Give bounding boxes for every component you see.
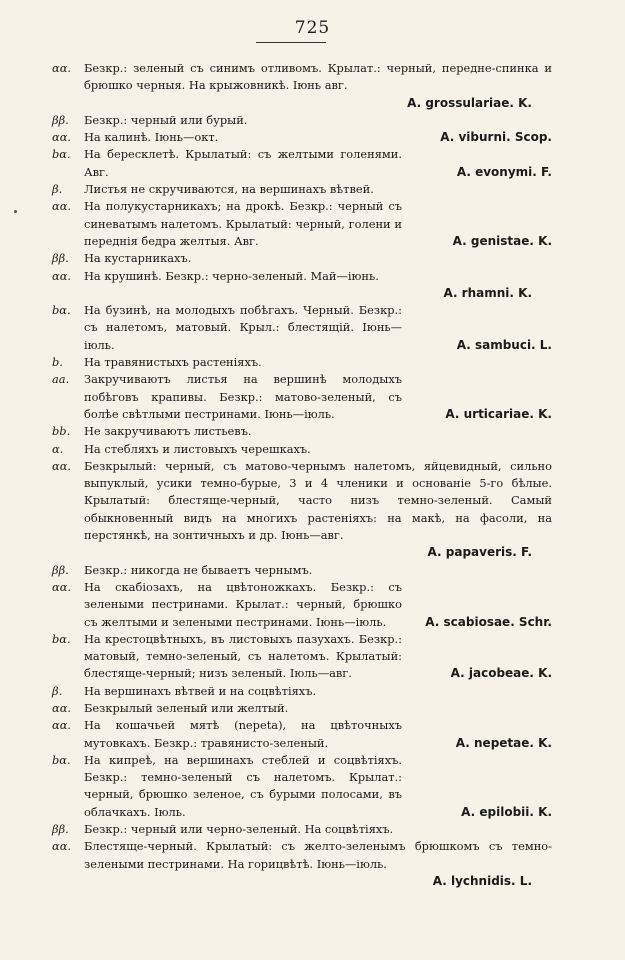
key-entry <box>52 198 552 250</box>
page-number: 725 <box>294 18 331 38</box>
entry-marker: ββ. <box>52 562 69 577</box>
entry-text: На кустарникахъ. <box>84 251 192 266</box>
entry-text: Закручиваютъ листья на вершинѣ молодыхъ побѣговъ крапивы. Безкр.: матово-зеленый, съ болѣе свѣтлыми пестринами. Іюнь—іюль. <box>84 372 402 421</box>
entry-text: Безкр.: черный или бурый. <box>84 112 248 127</box>
entry-text: На крушинѣ. Безкр.: черно-зеленый. Май—іюнь. <box>84 268 379 283</box>
entry-text: На бересклетѣ. Крылатый: съ желтыми голенями. Авг. <box>84 147 402 179</box>
species-name: A. epilobii. K. <box>461 804 552 819</box>
key-entry <box>52 371 552 423</box>
entry-marker: bα. <box>52 147 71 162</box>
key-entry <box>52 423 552 440</box>
entry-text: Блестяще-черный. Крылатый: съ желто-зеленымъ брюшкомъ съ темно-зелеными пестринами. На горицвѣтѣ. Іюнь—іюль. <box>84 839 552 871</box>
entry-text: Безкр.: никогда не бываетъ чернымъ. <box>84 562 313 577</box>
key-entry <box>52 700 552 717</box>
species-name: A. grossulariae. K. <box>407 95 532 110</box>
entry-text: Безкрылый зеленый или желтый. <box>84 700 289 715</box>
entry-text: На кошачьей мятѣ (nepeta), на цвѣточныхъ мутовкахъ. Безкр.: травянисто-зеленый. <box>84 718 402 750</box>
species-name: A. jacobeae. K. <box>450 666 552 681</box>
entry-marker: αα. <box>52 579 72 594</box>
entry-text: На калинѣ. Іюнь—окт. <box>84 130 219 145</box>
species-name: A. lychnidis. L. <box>432 873 532 888</box>
species-name: A. evonymi. F. <box>456 164 552 179</box>
species-name: A. urticariae. K. <box>445 406 552 421</box>
margin-mark <box>14 210 17 213</box>
entry-text: Листья не скручиваются, на вершинахъ вѣтвей. <box>84 182 374 197</box>
identification-key <box>52 60 552 890</box>
key-entry <box>52 112 552 129</box>
entry-marker: bα. <box>52 303 71 318</box>
species-name: A. papaveris. F. <box>427 545 532 560</box>
entry-marker: αα. <box>52 61 72 75</box>
key-entry <box>52 354 552 371</box>
key-entry <box>52 717 552 752</box>
entry-marker: αα. <box>52 718 72 733</box>
header-rule <box>256 42 326 43</box>
species-name: A. viburni. Scop. <box>440 130 552 145</box>
entry-text: Безкрылый: черный, съ матово-чернымъ налетомъ, яйцевидный, сильно выпуклый, усики темно-бурые, 3 и 4 членики и основаніе 5-го бѣлые. Крылатый: блестяще-черный, часто низъ темно-зеленый. Самый обыкновенный видъ на многихъ растеніяхъ: на макѣ, на фасоли, на перстянкѣ, на зонтичныхъ и др. Іюнь—авг. <box>84 458 552 543</box>
species-name: A. rhamni. K. <box>443 285 532 300</box>
entry-marker: αα. <box>52 700 72 715</box>
entry-marker: αα. <box>52 839 72 854</box>
key-entry <box>52 268 552 303</box>
entry-text: На бузинѣ, на молодыхъ побѣгахъ. Черный. Безкр.: съ налетомъ, матовый. Крыл.: блестящій. Іюнь—іюль. <box>84 303 402 352</box>
entry-marker: αα. <box>52 458 72 473</box>
key-entry <box>52 181 552 198</box>
key-entry <box>52 146 552 181</box>
entry-text: На травянистыхъ растеніяхъ. <box>84 355 262 370</box>
entry-text: Безкр.: черный или черно-зеленый. На соцвѣтіяхъ. <box>84 822 394 837</box>
entry-marker: bα. <box>52 631 71 646</box>
entry-marker: ββ. <box>52 112 69 127</box>
species-name: A. sambuci. L. <box>456 337 552 352</box>
key-entry <box>52 631 552 683</box>
entry-text: Не закручиваютъ листьевъ. <box>84 424 252 439</box>
key-entry <box>52 458 552 562</box>
entry-marker: αα. <box>52 199 72 214</box>
entry-text: На крестоцвѣтныхъ, въ листовыхъ пазухахъ. Безкр.: матовый, темно-зеленый, съ налетомъ. Крылатый: блестяще-черный; низъ зеленый. Іюль—авг. <box>84 631 402 681</box>
key-entry <box>52 60 552 112</box>
entry-marker: bb. <box>52 424 71 439</box>
entry-text: На стебляхъ и листовыхъ черешкахъ. <box>84 441 311 456</box>
entry-text: На кипреѣ, на вершинахъ стеблей и соцвѣтіяхъ. Безкр.: темно-зеленый съ налетомъ. Крылат.: черный, брюшко зеленое, съ бурыми полосами, въ облачкахъ. Іюль. <box>84 752 402 819</box>
key-entry <box>52 441 552 458</box>
entry-marker: aa. <box>52 372 70 387</box>
key-entry <box>52 129 552 146</box>
entry-marker: β. <box>52 182 63 197</box>
key-entry <box>52 562 552 579</box>
entry-text: Безкр.: зеленый съ синимъ отливомъ. Крылат.: черный, передне-спинка и брюшко черныя. На крыжовникѣ. Іюнь авг. <box>84 61 552 93</box>
entry-text: На полукустарникахъ; на дрокѣ. Безкр.: черный съ синеватымъ налетомъ. Крылатый: черный, голени и переднія бедра желтыя. Авг. <box>84 199 402 248</box>
key-entry <box>52 250 552 267</box>
key-entry <box>52 302 552 354</box>
key-entry <box>52 683 552 700</box>
key-entry <box>52 821 552 838</box>
entry-marker: bα. <box>52 752 71 767</box>
species-name: A. nepetae. K. <box>455 735 552 750</box>
entry-text: На вершинахъ вѣтвей и на соцвѣтіяхъ. <box>84 683 317 698</box>
entry-marker: α. <box>52 441 64 456</box>
species-name: A. scabiosae. Schr. <box>425 614 552 629</box>
entry-marker: αα. <box>52 268 72 283</box>
entry-marker: β. <box>52 683 63 698</box>
entry-marker: αα. <box>52 130 72 145</box>
key-entry <box>52 838 552 890</box>
key-entry <box>52 752 552 821</box>
entry-marker: b. <box>52 355 63 370</box>
species-name: A. genistae. K. <box>452 233 552 248</box>
entry-marker: ββ. <box>52 822 69 837</box>
entry-marker: ββ. <box>52 251 69 266</box>
entry-text: На скабіозахъ, на цвѣтоножкахъ. Безкр.: съ зелеными пестринами. Крылат.: черный, брюшко съ желтыми и зелеными пестринами. Іюнь—іюль. <box>84 579 402 629</box>
key-entry <box>52 579 552 631</box>
